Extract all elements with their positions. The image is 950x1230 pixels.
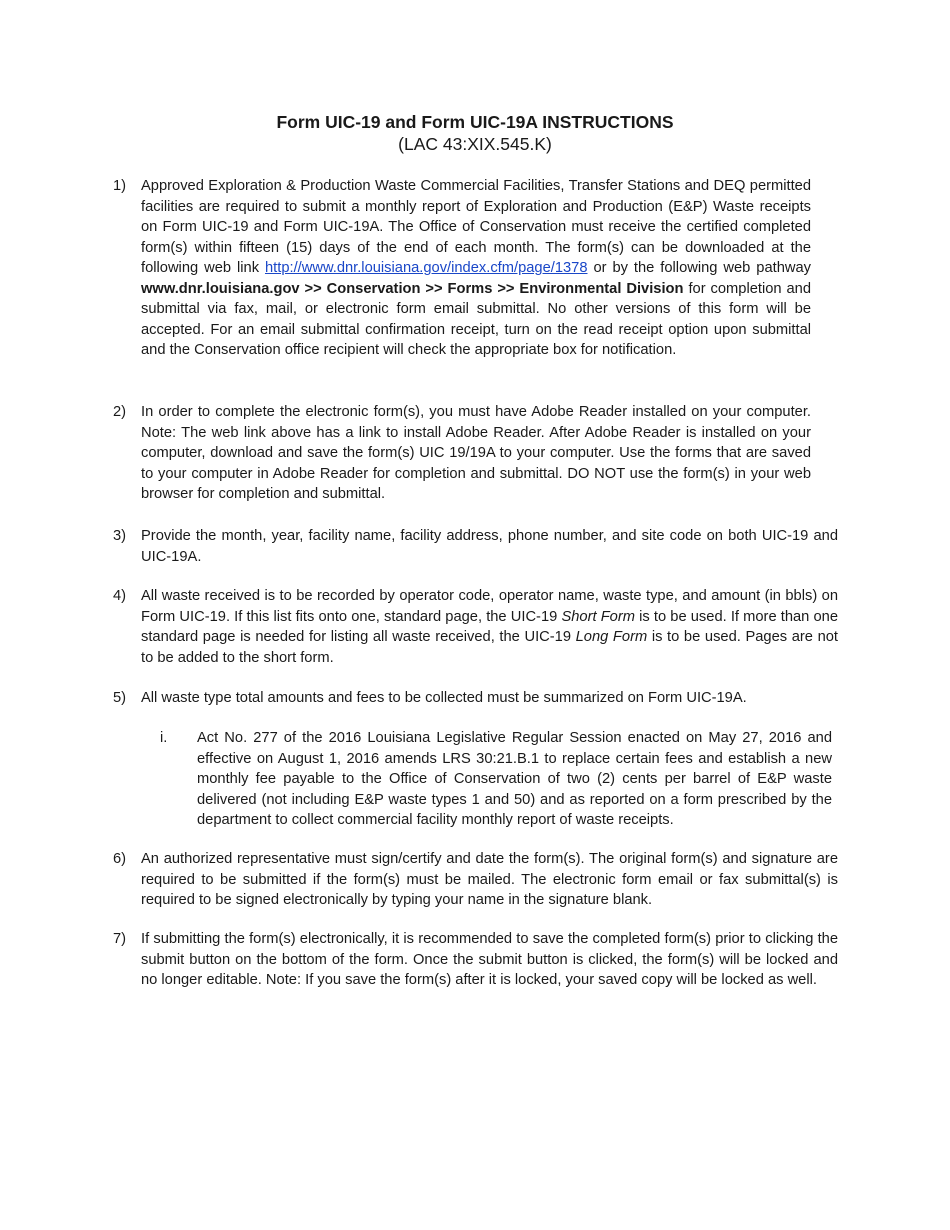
item-number: 1) xyxy=(113,178,127,194)
item-number: 4) xyxy=(113,588,127,604)
item-number: 7) xyxy=(113,931,127,947)
item-number: 5) xyxy=(113,690,127,706)
item-text-part: is to be used. Pages are not to be added to the short form. xyxy=(141,629,838,666)
subitem-text: Act No. 277 of the 2016 Louisiana Legislative Regular Session enacted on May 27, 2016 and effective on August 1, 2016 amends LRS 30:21.B.1 to replace certain fees and establish a new monthly fee payable to the Office of Conservation of two (2) cents per barrel of E&P waste delivered (not including E&P waste types 1 and 50) and as reported on a form prescribed by the department to collect commercial facility monthly report of waste receipts. xyxy=(197,730,832,828)
item-text xyxy=(141,176,811,361)
item-text-part: for completion and submittal via fax, mail, or electronic form email submittal. No other versions of this form will be accepted. For an email submittal confirmation receipt, turn on the read receipt option upon submittal and the Conservation office recipient will check the appropriate box for notification. xyxy=(141,280,811,358)
item-text-part: All waste received is to be recorded by operator code, operator name, waste type, and amount (in bbls) on Form UIC-19. If this list fits onto one, standard page, the UIC-19 xyxy=(141,588,838,625)
page-title: Form UIC-19 and Form UIC-19A INSTRUCTIONS xyxy=(276,112,674,132)
short-form-term: Short Form xyxy=(561,608,635,625)
item-text: An authorized representative must sign/certify and date the form(s). The original form(s) and signature are required to be submitted if the form(s) must be mailed. The electronic form email or fax submittal(s) is required to be signed electronically by typing your name in the signature blank. xyxy=(141,851,838,908)
item-number: 2) xyxy=(113,404,127,420)
form-download-link[interactable]: http://www.dnr.louisiana.gov/index.cfm/page/1378 xyxy=(264,260,588,276)
long-form-term: Long Form xyxy=(575,629,648,645)
page-citation: (LAC 43:XIX.545.K) xyxy=(398,134,552,154)
item-text: In order to complete the electronic form(s), you must have Adobe Reader installed on your computer. Note: The web link above has a link to install Adobe Reader. After Adobe Reader is installed on your computer, download and save the form(s) UIC 19/19A to your computer. Use the forms that are saved to your computer in Adobe Reader for completion and submittal. DO NOT use the form(s) in your web browser for completion and submittal. xyxy=(141,404,811,502)
item-number: 3) xyxy=(113,528,127,544)
item-text xyxy=(141,586,838,668)
item-text: Provide the month, year, facility name, facility address, phone number, and site code on both UIC-19 and UIC-19A. xyxy=(141,528,838,565)
item-text: All waste type total amounts and fees to be collected must be summarized on Form UIC-19A. xyxy=(141,690,747,706)
item-text: If submitting the form(s) electronically, it is recommended to save the completed form(s) prior to clicking the submit button on the bottom of the form. Once the submit button is clicked, the form(s) will be locked and no longer editable. Note: If you save the form(s) after it is locked, your saved copy will be locked as well. xyxy=(141,931,838,988)
item-text-part: Approved Exploration & Production Waste Commercial Facilities, Transfer Stations and DEQ permitted facilities are required to submit a monthly report of Exploration and Production (E&P) Waste receipts on Form UIC-19 and Form UIC-19A. The Office of Conservation must receive the certified completed form(s) within fifteen (15) days of the end of each month. The form(s) can be downloaded at the following web link xyxy=(141,178,811,276)
item-number: 6) xyxy=(113,851,127,867)
item-text-part: is to be used. If more than one standard page is needed for listing all waste received, the UIC-19 xyxy=(141,608,839,645)
item-text-part: or by the following web pathway xyxy=(587,260,811,276)
subitem-number: i. xyxy=(160,730,168,746)
web-pathway: www.dnr.louisiana.gov >> Conservation >> Forms >> Environmental Division xyxy=(141,280,684,297)
